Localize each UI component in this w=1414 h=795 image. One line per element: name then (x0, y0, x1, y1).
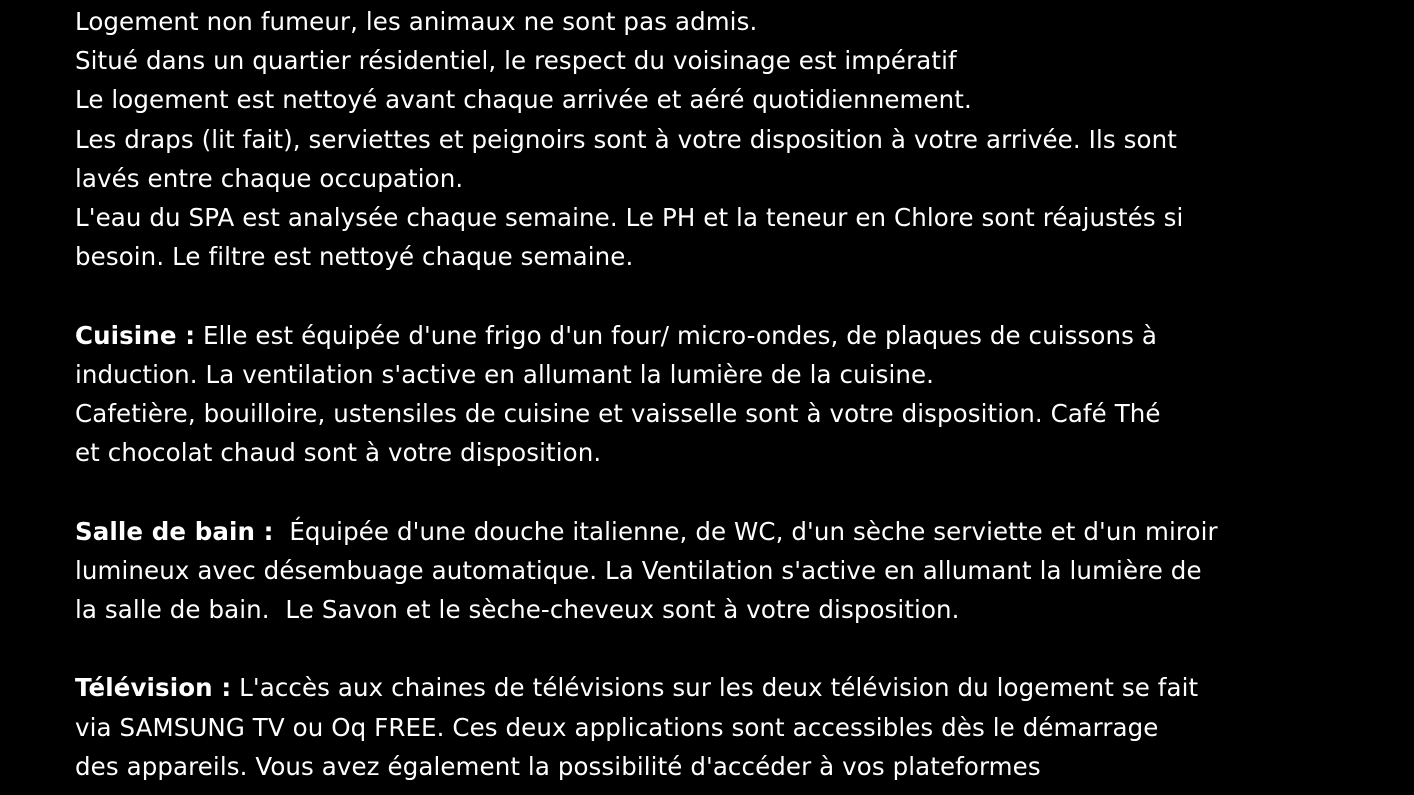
television-line: via SAMSUNG TV ou Oq FREE. Ces deux applications sont accessibles dès le démarrage (75, 712, 1159, 742)
intro-line: besoin. Le filtre est nettoyé chaque semaine. (75, 242, 634, 272)
kitchen-section (75, 316, 1375, 473)
television-first-line (75, 668, 1375, 707)
paragraph-spacer (75, 629, 1375, 668)
kitchen-line: induction. La ventilation s'active en allumant la lumière de la cuisine. (75, 359, 935, 389)
kitchen-text: Elle est équipée d'une frigo d'un four/ micro-ondes, de plaques de cuissons à (195, 320, 1157, 350)
house-rules-document (75, 2, 1375, 786)
paragraph-spacer (75, 276, 1375, 315)
bathroom-first-line (75, 512, 1375, 551)
bathroom-line: lumineux avec désembuage automatique. La Ventilation s'active en allumant la lumière de (75, 555, 1202, 585)
intro-line: Situé dans un quartier résidentiel, le respect du voisinage est impératif (75, 46, 957, 76)
kitchen-title: Cuisine : (75, 320, 196, 350)
intro-line: Le logement est nettoyé avant chaque arrivée et aéré quotidiennement. (75, 85, 972, 115)
television-text: L'accès aux chaines de télévisions sur les deux télévision du logement se fait (231, 673, 1199, 703)
bathroom-line: la salle de bain. Le Savon et le sèche-cheveux sont à votre disposition. (75, 595, 960, 625)
intro-line: Logement non fumeur, les animaux ne sont pas admis. (75, 7, 758, 36)
bathroom-title: Salle de bain : (75, 516, 274, 546)
bathroom-text: Équipée d'une douche italienne, de WC, d'un sèche serviette et d'un miroir (273, 516, 1218, 546)
bathroom-section (75, 512, 1375, 630)
television-line: des appareils. Vous avez également la possibilité d'accéder à vos plateformes (75, 751, 1041, 781)
television-section (75, 668, 1375, 786)
intro-line: Les draps (lit fait), serviettes et peignoirs sont à votre disposition à votre arrivée. Ils sont (75, 124, 1177, 154)
intro-line: L'eau du SPA est analysée chaque semaine. Le PH et la teneur en Chlore sont réajustés si (75, 203, 1184, 233)
television-title: Télévision : (75, 673, 232, 703)
paragraph-spacer (75, 472, 1375, 511)
kitchen-first-line (75, 316, 1375, 355)
intro-section (75, 2, 1375, 276)
intro-line: lavés entre chaque occupation. (75, 163, 464, 193)
kitchen-line: et chocolat chaud sont à votre disposition. (75, 438, 602, 468)
kitchen-line: Cafetière, bouilloire, ustensiles de cuisine et vaisselle sont à votre disposition. Café Thé (75, 399, 1161, 429)
